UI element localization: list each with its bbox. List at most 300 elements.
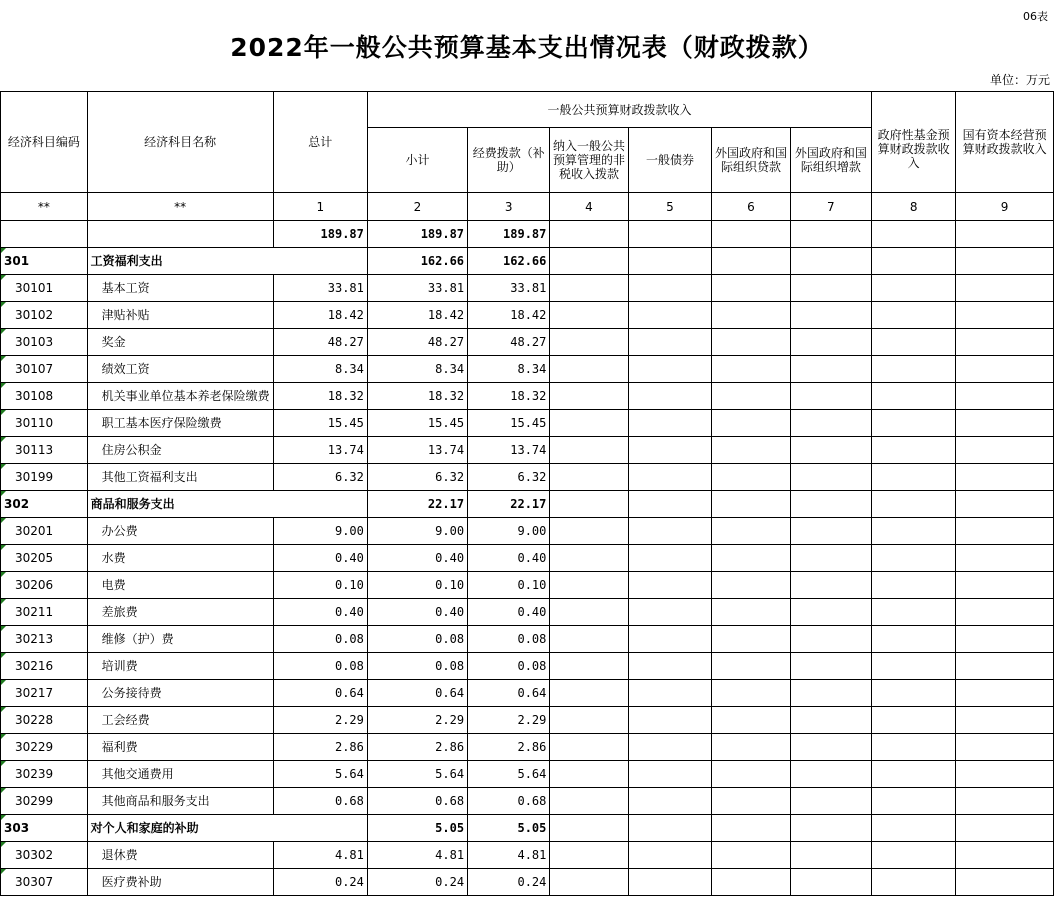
row-total: 0.40: [273, 599, 367, 626]
row-empty-cell: [550, 815, 628, 842]
row-empty-cell: [956, 680, 1054, 707]
cell-marker-icon: [1, 491, 6, 496]
row-subtotal: 15.45: [367, 410, 467, 437]
row-total: 0.24: [273, 869, 367, 896]
row-subtotal: 0.68: [367, 788, 467, 815]
row-total: 8.34: [273, 356, 367, 383]
row-empty-cell: [956, 788, 1054, 815]
table-row: [1, 275, 1054, 302]
row-funds: 0.68: [468, 788, 550, 815]
row-empty-cell: [550, 572, 628, 599]
cell-marker-icon: [1, 815, 6, 820]
row-empty-cell: [550, 248, 628, 275]
table-row: [1, 788, 1054, 815]
row-empty-cell: [790, 572, 872, 599]
row-empty-cell: [956, 626, 1054, 653]
row-total: 0.10: [273, 572, 367, 599]
row-empty-cell: [628, 302, 712, 329]
row-empty-cell: [550, 518, 628, 545]
row-empty-cell: [872, 707, 956, 734]
row-code: 301: [1, 248, 88, 275]
row-empty-cell: [872, 869, 956, 896]
row-subtotal: 0.24: [367, 869, 467, 896]
row-empty-cell: [712, 545, 790, 572]
budget-table: [0, 91, 1054, 896]
row-empty-cell: [872, 275, 956, 302]
row-empty-cell: [790, 869, 872, 896]
row-empty-cell: [628, 410, 712, 437]
row-empty-cell: [712, 464, 790, 491]
row-empty-cell: [550, 491, 628, 518]
row-empty-cell: [872, 842, 956, 869]
header-code: 经济科目编码: [1, 92, 88, 193]
row-empty-cell: [872, 680, 956, 707]
row-empty-cell: [790, 518, 872, 545]
row-empty-cell: [872, 518, 956, 545]
row-empty-cell: [790, 626, 872, 653]
row-code: 30206: [1, 572, 88, 599]
row-name: 办公费: [87, 518, 273, 545]
row-empty-cell: [872, 329, 956, 356]
row-code: 30108: [1, 383, 88, 410]
row-name: 水费: [87, 545, 273, 572]
row-empty-cell: [550, 734, 628, 761]
row-empty-cell: [712, 410, 790, 437]
row-total: 13.74: [273, 437, 367, 464]
row-code: 303: [1, 815, 88, 842]
row-empty-cell: [872, 491, 956, 518]
header-foreign-grant: 外国政府和国际组织增款: [790, 128, 872, 193]
row-name: 工资福利支出: [87, 248, 367, 275]
cell-marker-icon: [1, 410, 6, 415]
row-subtotal: 8.34: [367, 356, 467, 383]
row-funds: 0.08: [468, 626, 550, 653]
row-subtotal: 18.32: [367, 383, 467, 410]
category-row: [1, 491, 1054, 518]
row-empty-cell: [550, 599, 628, 626]
row-empty-cell: [790, 275, 872, 302]
row-funds: 0.40: [468, 599, 550, 626]
row-name: 奖金: [87, 329, 273, 356]
row-name: 机关事业单位基本养老保险缴费: [87, 383, 273, 410]
row-name: 津贴补贴: [87, 302, 273, 329]
row-empty-cell: [712, 707, 790, 734]
row-subtotal: 6.32: [367, 464, 467, 491]
row-empty-cell: [712, 356, 790, 383]
row-total: 4.81: [273, 842, 367, 869]
row-empty-cell: [956, 329, 1054, 356]
row-empty-cell: [550, 869, 628, 896]
row-code: 30107: [1, 356, 88, 383]
row-empty-cell: [550, 410, 628, 437]
row-empty-cell: [712, 815, 790, 842]
row-total: 2.86: [273, 734, 367, 761]
index-cell: 1: [273, 193, 367, 221]
row-name: 绩效工资: [87, 356, 273, 383]
row-funds: 0.24: [468, 869, 550, 896]
cell-marker-icon: [1, 518, 6, 523]
row-empty-cell: [956, 572, 1054, 599]
row-empty-cell: [872, 464, 956, 491]
index-cell: 5: [628, 193, 712, 221]
row-empty-cell: [628, 518, 712, 545]
row-empty-cell: [712, 842, 790, 869]
row-empty-cell: [550, 707, 628, 734]
row-empty-cell: [956, 302, 1054, 329]
row-subtotal: 0.10: [367, 572, 467, 599]
row-empty-cell: [872, 599, 956, 626]
row-funds: 0.08: [468, 653, 550, 680]
row-total: 0.08: [273, 653, 367, 680]
row-empty-cell: [550, 464, 628, 491]
cell-marker-icon: [1, 275, 6, 280]
row-empty-cell: [956, 599, 1054, 626]
cell-marker-icon: [1, 626, 6, 631]
row-name: 其他工资福利支出: [87, 464, 273, 491]
table-row: [1, 545, 1054, 572]
table-row: [1, 572, 1054, 599]
row-empty-cell: [628, 680, 712, 707]
row-empty-cell: [712, 761, 790, 788]
row-name: 对个人和家庭的补助: [87, 815, 367, 842]
row-funds: 162.66: [468, 248, 550, 275]
cell-marker-icon: [1, 329, 6, 334]
row-funds: 9.00: [468, 518, 550, 545]
table-row: [1, 383, 1054, 410]
table-row: [1, 437, 1054, 464]
row-total: 48.27: [273, 329, 367, 356]
row-empty-cell: [712, 599, 790, 626]
unit-label: 单位：万元: [989, 73, 1050, 87]
total-empty: [956, 221, 1054, 248]
row-empty-cell: [872, 788, 956, 815]
row-name: 其他商品和服务支出: [87, 788, 273, 815]
row-name: 职工基本医疗保险缴费: [87, 410, 273, 437]
cell-marker-icon: [1, 464, 6, 469]
row-empty-cell: [872, 761, 956, 788]
row-empty-cell: [790, 437, 872, 464]
row-total: 5.64: [273, 761, 367, 788]
row-code: 30110: [1, 410, 88, 437]
cell-marker-icon: [1, 599, 6, 604]
row-subtotal: 13.74: [367, 437, 467, 464]
row-subtotal: 48.27: [367, 329, 467, 356]
row-empty-cell: [628, 869, 712, 896]
total-name: [87, 221, 273, 248]
row-subtotal: 0.08: [367, 626, 467, 653]
row-empty-cell: [628, 707, 712, 734]
total-empty: [872, 221, 956, 248]
row-name: 基本工资: [87, 275, 273, 302]
row-empty-cell: [712, 869, 790, 896]
row-funds: 2.29: [468, 707, 550, 734]
row-subtotal: 9.00: [367, 518, 467, 545]
row-total: 2.29: [273, 707, 367, 734]
index-row: [1, 193, 1054, 221]
cell-marker-icon: [1, 383, 6, 388]
row-subtotal: 2.29: [367, 707, 467, 734]
cell-marker-icon: [1, 869, 6, 874]
row-empty-cell: [712, 518, 790, 545]
row-empty-cell: [872, 410, 956, 437]
row-funds: 18.32: [468, 383, 550, 410]
row-total: 18.32: [273, 383, 367, 410]
row-empty-cell: [550, 626, 628, 653]
row-code: 30307: [1, 869, 88, 896]
row-empty-cell: [956, 869, 1054, 896]
table-row: [1, 869, 1054, 896]
header-subtotal: 小计: [367, 128, 467, 193]
row-empty-cell: [956, 356, 1054, 383]
cell-marker-icon: [1, 761, 6, 766]
cell-marker-icon: [1, 653, 6, 658]
row-name: 商品和服务支出: [87, 491, 367, 518]
row-empty-cell: [956, 248, 1054, 275]
row-empty-cell: [712, 302, 790, 329]
row-total: 15.45: [273, 410, 367, 437]
row-empty-cell: [628, 275, 712, 302]
row-empty-cell: [872, 815, 956, 842]
row-empty-cell: [628, 842, 712, 869]
total-code: [1, 221, 88, 248]
row-code: 30217: [1, 680, 88, 707]
cell-marker-icon: [1, 248, 6, 253]
row-code: 30299: [1, 788, 88, 815]
row-empty-cell: [712, 329, 790, 356]
row-code: 30199: [1, 464, 88, 491]
header-fund: 政府性基金预算财政拨款收入: [872, 92, 956, 193]
row-code: 30216: [1, 653, 88, 680]
total-row: [1, 221, 1054, 248]
total-subtotal: 189.87: [367, 221, 467, 248]
row-funds: 2.86: [468, 734, 550, 761]
table-row: [1, 734, 1054, 761]
row-empty-cell: [872, 248, 956, 275]
cell-marker-icon: [1, 437, 6, 442]
row-code: 30102: [1, 302, 88, 329]
header-state: 国有资本经营预算财政拨款收入: [956, 92, 1054, 193]
row-empty-cell: [790, 356, 872, 383]
row-empty-cell: [628, 437, 712, 464]
row-empty-cell: [712, 572, 790, 599]
row-funds: 22.17: [468, 491, 550, 518]
table-row: [1, 842, 1054, 869]
row-empty-cell: [628, 356, 712, 383]
cell-marker-icon: [1, 356, 6, 361]
row-code: 30239: [1, 761, 88, 788]
row-empty-cell: [628, 248, 712, 275]
row-code: 30213: [1, 626, 88, 653]
row-empty-cell: [790, 491, 872, 518]
total-empty: [628, 221, 712, 248]
row-empty-cell: [790, 707, 872, 734]
row-empty-cell: [550, 680, 628, 707]
row-empty-cell: [712, 734, 790, 761]
row-empty-cell: [790, 248, 872, 275]
row-code: 30211: [1, 599, 88, 626]
row-empty-cell: [712, 383, 790, 410]
row-empty-cell: [712, 248, 790, 275]
row-total: 18.42: [273, 302, 367, 329]
row-empty-cell: [550, 437, 628, 464]
row-name: 福利费: [87, 734, 273, 761]
row-empty-cell: [872, 626, 956, 653]
row-empty-cell: [872, 302, 956, 329]
row-funds: 48.27: [468, 329, 550, 356]
row-empty-cell: [956, 842, 1054, 869]
header-total: 总计: [273, 92, 367, 193]
index-cell: 9: [956, 193, 1054, 221]
row-empty-cell: [872, 545, 956, 572]
row-empty-cell: [712, 680, 790, 707]
index-cell: 2: [367, 193, 467, 221]
header-group: 一般公共预算财政拨款收入: [367, 92, 871, 128]
row-empty-cell: [956, 653, 1054, 680]
row-code: 30113: [1, 437, 88, 464]
row-empty-cell: [790, 599, 872, 626]
row-empty-cell: [790, 464, 872, 491]
row-code: 30228: [1, 707, 88, 734]
row-empty-cell: [956, 545, 1054, 572]
total-empty: [790, 221, 872, 248]
row-total: 0.68: [273, 788, 367, 815]
header-nontax: 纳入一般公共预算管理的非税收入拨款: [550, 128, 628, 193]
row-code: 30205: [1, 545, 88, 572]
row-empty-cell: [628, 572, 712, 599]
row-empty-cell: [790, 734, 872, 761]
table-row: [1, 680, 1054, 707]
index-cell: 4: [550, 193, 628, 221]
index-cell: **: [1, 193, 88, 221]
row-total: 0.08: [273, 626, 367, 653]
row-name: 退休费: [87, 842, 273, 869]
row-funds: 4.81: [468, 842, 550, 869]
row-funds: 5.05: [468, 815, 550, 842]
row-name: 培训费: [87, 653, 273, 680]
table-row: [1, 356, 1054, 383]
row-empty-cell: [956, 815, 1054, 842]
table-row: [1, 518, 1054, 545]
row-total: 0.40: [273, 545, 367, 572]
row-empty-cell: [628, 653, 712, 680]
row-empty-cell: [712, 437, 790, 464]
page-title: 2022年一般公共预算基本支出情况表（财政拨款）: [230, 33, 824, 62]
row-code: 30302: [1, 842, 88, 869]
row-empty-cell: [872, 653, 956, 680]
row-empty-cell: [628, 491, 712, 518]
row-code: 302: [1, 491, 88, 518]
row-empty-cell: [790, 842, 872, 869]
table-row: [1, 761, 1054, 788]
row-empty-cell: [956, 761, 1054, 788]
row-funds: 0.10: [468, 572, 550, 599]
index-cell: 8: [872, 193, 956, 221]
row-empty-cell: [790, 329, 872, 356]
total-empty: [550, 221, 628, 248]
total-funds: 189.87: [468, 221, 550, 248]
row-empty-cell: [628, 545, 712, 572]
row-empty-cell: [628, 626, 712, 653]
row-subtotal: 0.40: [367, 599, 467, 626]
category-row: [1, 815, 1054, 842]
row-empty-cell: [956, 707, 1054, 734]
row-subtotal: 5.64: [367, 761, 467, 788]
row-empty-cell: [790, 761, 872, 788]
row-subtotal: 0.08: [367, 653, 467, 680]
row-code: 30103: [1, 329, 88, 356]
row-empty-cell: [712, 491, 790, 518]
row-empty-cell: [872, 356, 956, 383]
cell-marker-icon: [1, 680, 6, 685]
row-empty-cell: [550, 842, 628, 869]
row-empty-cell: [790, 383, 872, 410]
row-empty-cell: [790, 302, 872, 329]
row-empty-cell: [956, 491, 1054, 518]
row-empty-cell: [550, 383, 628, 410]
row-empty-cell: [550, 653, 628, 680]
cell-marker-icon: [1, 788, 6, 793]
table-row: [1, 707, 1054, 734]
row-empty-cell: [790, 788, 872, 815]
row-funds: 5.64: [468, 761, 550, 788]
row-name: 维修（护）费: [87, 626, 273, 653]
row-subtotal: 2.86: [367, 734, 467, 761]
row-empty-cell: [956, 275, 1054, 302]
row-total: 9.00: [273, 518, 367, 545]
row-funds: 18.42: [468, 302, 550, 329]
row-empty-cell: [550, 788, 628, 815]
row-funds: 33.81: [468, 275, 550, 302]
row-empty-cell: [628, 464, 712, 491]
row-name: 工会经费: [87, 707, 273, 734]
row-empty-cell: [956, 734, 1054, 761]
row-empty-cell: [628, 815, 712, 842]
row-name: 住房公积金: [87, 437, 273, 464]
row-empty-cell: [872, 383, 956, 410]
row-empty-cell: [550, 329, 628, 356]
cell-marker-icon: [1, 734, 6, 739]
row-name: 医疗费补助: [87, 869, 273, 896]
row-empty-cell: [790, 545, 872, 572]
cell-marker-icon: [1, 302, 6, 307]
row-empty-cell: [550, 302, 628, 329]
table-number: 06表: [1023, 10, 1048, 23]
row-total: 6.32: [273, 464, 367, 491]
total-total: 189.87: [273, 221, 367, 248]
row-empty-cell: [790, 815, 872, 842]
row-subtotal: 22.17: [367, 491, 467, 518]
row-funds: 13.74: [468, 437, 550, 464]
table-row: [1, 464, 1054, 491]
row-empty-cell: [956, 518, 1054, 545]
row-name: 公务接待费: [87, 680, 273, 707]
row-empty-cell: [790, 653, 872, 680]
row-funds: 0.64: [468, 680, 550, 707]
cell-marker-icon: [1, 707, 6, 712]
row-empty-cell: [956, 383, 1054, 410]
row-empty-cell: [790, 410, 872, 437]
index-cell: 3: [468, 193, 550, 221]
row-total: 33.81: [273, 275, 367, 302]
total-empty: [712, 221, 790, 248]
row-subtotal: 18.42: [367, 302, 467, 329]
cell-marker-icon: [1, 842, 6, 847]
cell-marker-icon: [1, 572, 6, 577]
table-row: [1, 329, 1054, 356]
row-empty-cell: [628, 788, 712, 815]
row-empty-cell: [550, 356, 628, 383]
header-funds: 经费拨款（补助）: [468, 128, 550, 193]
